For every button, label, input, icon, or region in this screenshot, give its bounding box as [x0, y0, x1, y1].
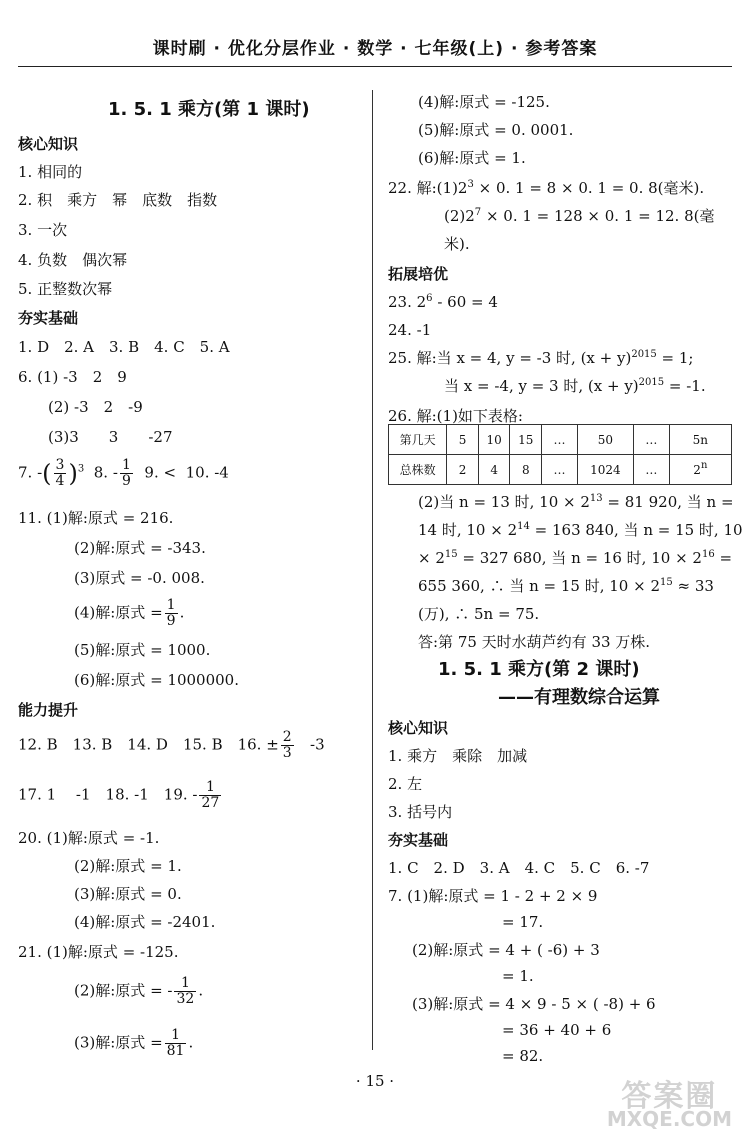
heading-basic: 夯实基础: [18, 309, 79, 327]
core-item: 5. 正整数次幂: [18, 280, 113, 298]
answer-line: (5)解:原式 = 0. 0001.: [418, 121, 574, 139]
answer-text: (3)解:原式 =: [74, 1033, 163, 1052]
answer-text: 22. 解:(1)2: [388, 179, 468, 197]
exponent: 2015: [638, 377, 665, 388]
denominator: 9: [121, 473, 131, 489]
answer-text: ≈ 33: [672, 577, 714, 595]
fraction: [199, 780, 221, 811]
q8-label: 8.: [93, 463, 109, 482]
exponent: 3: [77, 463, 85, 475]
numerator: 1: [165, 1028, 187, 1044]
answer-line: (3)3 3 -27: [48, 428, 173, 446]
heading-extend: 拓展培优: [388, 265, 449, 283]
answer-line: (2)解:原式 = - $\frac{1}{32}$ .: [74, 975, 204, 1007]
numerator: 1: [166, 597, 176, 613]
heading-basic: 夯实基础: [388, 831, 449, 849]
answer-text: 655 360, ∴ 当 n = 15 时, 10 × 2: [418, 577, 660, 595]
answer-line: = 82.: [502, 1047, 544, 1065]
answer-line-q17-19: [18, 780, 223, 811]
fraction: [174, 976, 196, 1007]
denominator: 4: [55, 473, 65, 489]
answer-line: (2)解:原式 = 1.: [74, 857, 182, 875]
page-number: · 15 ·: [355, 1072, 395, 1090]
watermark-text: 答案圈: [621, 1079, 718, 1114]
fraction: [281, 730, 294, 761]
table-cell: [669, 455, 731, 485]
answer-text: 25. 解:当 x = 4, y = -3 时, (x + y): [388, 349, 632, 367]
answer-text: 当 x = -4, y = 3 时, (x + y): [444, 377, 639, 395]
table-cell: 10: [478, 425, 510, 455]
answer-text: × 0. 1 = 8 × 0. 1 = 0. 8(毫米).: [473, 179, 705, 197]
answer-line: (万), ∴ 5n = 75.: [418, 605, 540, 623]
answer-text: =: [714, 549, 733, 567]
table-cell: 第几天: [389, 425, 447, 455]
table-cell: …: [542, 455, 578, 485]
denominator: 81: [166, 1043, 185, 1059]
exponent: 14: [517, 521, 530, 532]
answer-text: (2)2: [444, 207, 475, 225]
table-cell: 4: [478, 455, 510, 485]
table-cell: 8: [510, 455, 542, 485]
answer-line: [418, 520, 743, 540]
answer-text: (2)当 n = 13 时, 10 × 2: [418, 493, 590, 511]
numerator: 1: [121, 457, 131, 473]
core-item: 2. 左: [388, 775, 423, 793]
table-cell: 5n: [669, 425, 731, 455]
fraction: [165, 1028, 187, 1059]
section-title-2: 1. 5. 1 乘方(第 2 课时): [438, 659, 640, 680]
denominator: 32: [176, 991, 195, 1007]
page-header: 课时刷 · 优化分层作业 · 数学 · 七年级(上) · 参考答案: [152, 39, 598, 59]
header-divider: [18, 66, 732, 67]
answer-line-q7-10: [18, 458, 229, 489]
answer-text: × 2: [418, 549, 445, 567]
answer-line: 米).: [444, 235, 470, 253]
answer-line: [418, 548, 732, 568]
numerator: 3: [55, 457, 65, 473]
fraction: [120, 458, 133, 489]
answer-line: 7. (1)解:原式 = 1 - 2 + 2 × 9: [388, 887, 598, 905]
table-cell: 5: [447, 425, 479, 455]
table-cell: 15: [510, 425, 542, 455]
answer-text: = 81 920, 当 n =: [602, 493, 734, 511]
exponent: 15: [444, 549, 458, 560]
answer-line: (2)解:原式 = -343.: [74, 539, 206, 557]
answer-text: 14 时, 10 × 2: [418, 521, 518, 539]
table-row: [389, 455, 732, 485]
answer-text: (2)解:原式 = -: [74, 981, 173, 1000]
answer-line-q23: [388, 292, 498, 312]
answer-line: [418, 492, 734, 512]
answer-line: 1. C 2. D 3. A 4. C 5. C 6. -7: [388, 859, 650, 877]
denominator: 9: [166, 613, 176, 629]
answer-text: 17. 1 -1 18. -1 19. -: [18, 785, 198, 804]
answer-line: = 1.: [502, 967, 534, 985]
heading-core-knowledge: 核心知识: [18, 135, 79, 153]
data-table: [388, 424, 732, 485]
heading-core-knowledge: 核心知识: [388, 719, 449, 737]
answer-line: (3)解:原式 = $\frac{1}{81}$ .: [74, 1027, 194, 1059]
q10-answer: 10. -4: [185, 463, 229, 482]
answer-text: -3: [310, 735, 325, 754]
numerator: 1: [174, 976, 196, 992]
answer-line: 26. 解:(1)如下表格:: [388, 407, 523, 425]
answer-line: (5)解:原式 = 1000.: [74, 641, 211, 659]
q9-answer: 9. <: [144, 463, 177, 482]
answer-text: = -1.: [664, 377, 706, 395]
answer-line: 6. (1) -3 2 9: [18, 368, 127, 386]
answer-line: 1. D 2. A 3. B 4. C 5. A: [18, 338, 230, 356]
exponent: 2015: [631, 349, 657, 360]
core-item: 1. 乘方 乘除 加减: [388, 747, 528, 765]
fraction: [54, 458, 67, 489]
cell-text: 2: [693, 462, 701, 477]
exponent: 15: [660, 577, 673, 588]
denominator: 3: [282, 745, 292, 761]
answer-line: (4)解:原式 = -125.: [418, 93, 550, 111]
table-cell: 50: [577, 425, 633, 455]
denominator: 27: [201, 795, 220, 811]
exponent: n: [700, 459, 708, 471]
table-cell: 总株数: [389, 455, 447, 485]
table-cell: 1024: [577, 455, 633, 485]
minus-sign: -: [112, 463, 118, 482]
core-item: 3. 一次: [18, 221, 68, 239]
exponent: 3: [467, 179, 474, 190]
answer-text: - 60 = 4: [432, 293, 498, 311]
section-title: 1. 5. 1 乘方(第 1 课时): [108, 99, 310, 120]
answer-text: 12. B 13. B 14. D 15. B 16. ±: [18, 735, 279, 754]
core-item: 4. 负数 偶次幂: [18, 251, 128, 269]
answer-line: = 36 + 40 + 6: [502, 1021, 612, 1039]
table-cell: …: [633, 425, 669, 455]
answer-line: (4)解:原式 = $\frac{1}{9}$ .: [74, 597, 185, 629]
answer-line: (2)解:原式 = 4 + ( -6) + 3: [412, 941, 600, 959]
answer-line: (2) -3 2 -9: [48, 398, 143, 416]
answer-text: = 327 680, 当 n = 16 时, 10 × 2: [457, 549, 702, 567]
answer-line-q25b: [444, 376, 706, 396]
answer-line: [418, 576, 714, 596]
answer-line-q22b: [444, 206, 715, 226]
answer-line: (6)解:原式 = 1000000.: [74, 671, 239, 689]
exponent: 13: [589, 493, 603, 504]
answer-line: 11. (1)解:原式 = 216.: [18, 509, 174, 527]
table-cell: …: [542, 425, 578, 455]
numerator: 1: [199, 780, 221, 796]
core-item: 3. 括号内: [388, 803, 453, 821]
answer-line: 24. -1: [388, 321, 432, 339]
watermark-logo: [606, 1079, 732, 1131]
watermark-url: MXQE.COM: [606, 1107, 732, 1131]
answer-conclusion: 答:第 75 天时水葫芦约有 33 万株.: [418, 633, 651, 651]
answer-line: (6)解:原式 = 1.: [418, 149, 526, 167]
q7-label: 7.: [18, 463, 33, 482]
fraction: [165, 598, 178, 629]
core-item: 2. 积 乘方 幂 底数 指数: [18, 191, 218, 209]
answer-line: (3)原式 = -0. 008.: [74, 569, 205, 587]
numerator: 2: [282, 729, 292, 745]
table-cell: 2: [447, 455, 479, 485]
answer-text: (4)解:原式 =: [74, 603, 163, 622]
answer-text: = 163 840, 当 n = 15 时, 10: [529, 521, 743, 539]
table-cell: …: [633, 455, 669, 485]
exponent: 6: [426, 293, 433, 304]
column-divider: [372, 90, 373, 1050]
exponent: 7: [474, 207, 482, 218]
exponent: 16: [701, 549, 715, 560]
answer-text: = 1;: [656, 349, 694, 367]
section-subtitle: ——有理数综合运算: [498, 687, 660, 708]
answer-line-q22a: [388, 178, 704, 198]
paren-open: (: [42, 459, 52, 488]
answer-line: (4)解:原式 = -2401.: [74, 913, 216, 931]
answer-line: 20. (1)解:原式 = -1.: [18, 829, 160, 847]
answer-line: (3)解:原式 = 4 × 9 - 5 × ( -8) + 6: [412, 995, 656, 1013]
core-item: 1. 相同的: [18, 163, 83, 181]
table-row: [389, 425, 732, 455]
answer-line: = 17.: [502, 913, 544, 931]
answer-text: 23. 2: [388, 293, 427, 311]
answer-line: 21. (1)解:原式 = -125.: [18, 943, 179, 961]
answer-line-q12-16: [18, 730, 325, 761]
minus-sign: -: [37, 463, 43, 482]
answer-text: × 0. 1 = 128 × 0. 1 = 12. 8(毫: [481, 207, 715, 225]
heading-improve: 能力提升: [18, 701, 79, 719]
answer-line-q25a: [388, 348, 693, 368]
answer-line: (3)解:原式 = 0.: [74, 885, 182, 903]
paren-close: ): [68, 459, 78, 488]
